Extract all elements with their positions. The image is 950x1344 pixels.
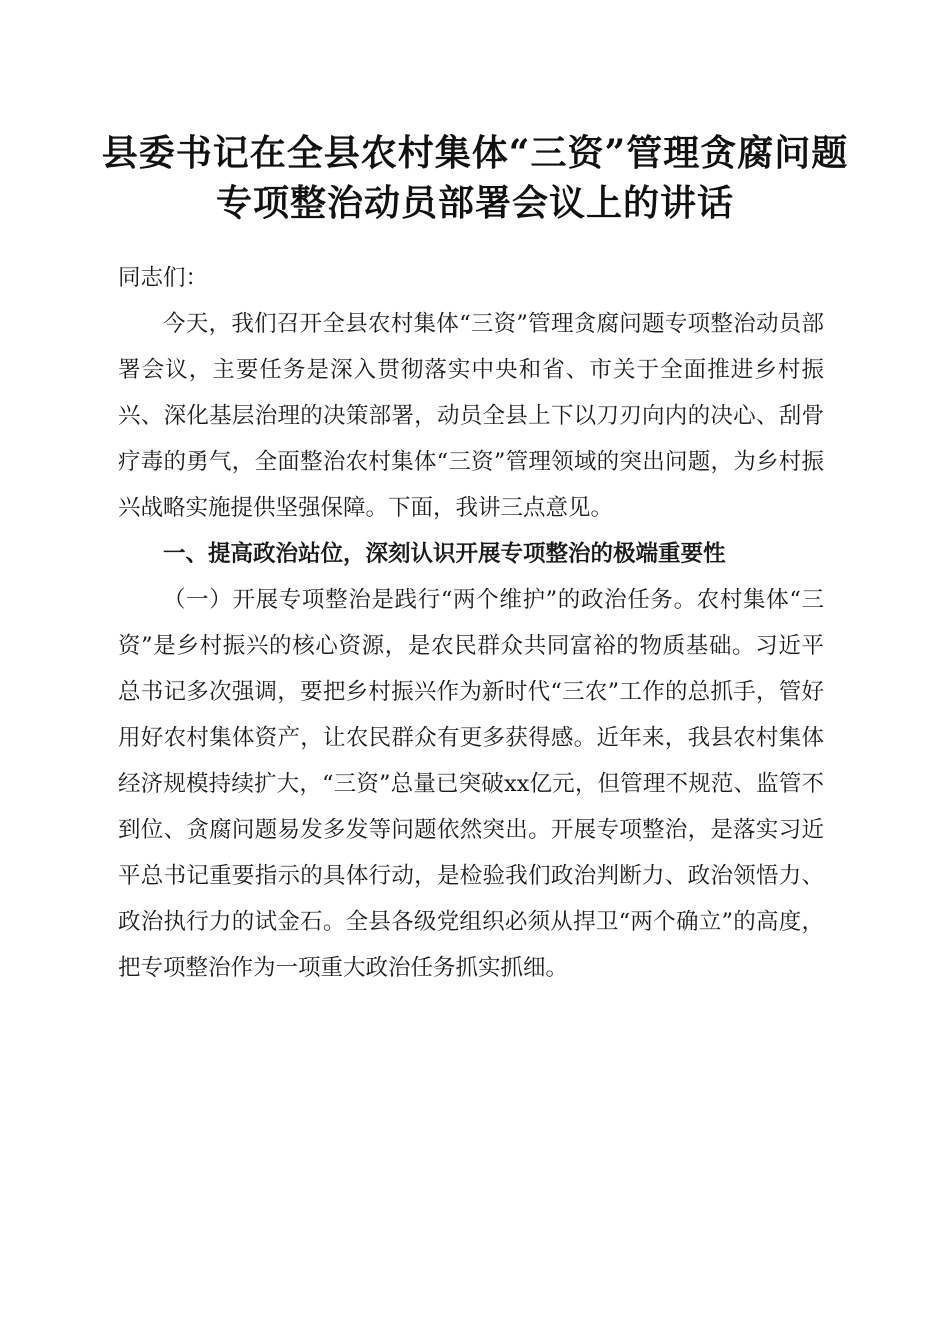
document-title: 县委书记在全县农村集体“三资”管理贪腐问题专项整治动员部署会议上的讲话 [101, 132, 849, 224]
intro-paragraph: 今天，我们召开全县农村集体“三资”管理贪腐问题专项整治动员部署会议，主要任务是深入贯彻落实中央和省、市关于全面推进乡村振兴、深化基层治理的决策部署，动员全县上下以刀刃向内的决心、刮骨疗毒的勇气，全面整治农村集体“三资”管理领域的突出问题，为乡村振兴战略实施提供坚强保障。下面，我讲三点意见。 [118, 311, 824, 521]
section-1-1-paragraph: （一）开展专项整治是践行“两个维护”的政治任务。农村集体“三资”是乡村振兴的核心资源，是农民群众共同富裕的物质基础。习近平总书记多次强调，要把乡村振兴作为新时代“三农”工作的总抓手，管好用好农村集体资产，让农民群众有更多获得感。近年来，我县农村集体经济规模持续扩大，“三资”总量已突破xx亿元，但管理不规范、监管不到位、贪腐问题易发多发等问题依然突出。开展专项整治，是落实习近平总书记重要指示的具体行动，是检验我们政治判断力、政治领悟力、政治执行力的试金石。全县各级党组织必须从捍卫“两个确立”的高度，把专项整治作为一项重大政治任务抓实抓细。 [118, 587, 824, 981]
section-heading-1: 一、提高政治站位，深刻认识开展专项整治的极端重要性 [163, 541, 726, 567]
salutation: 同志们： [118, 265, 209, 291]
document-body [118, 255, 824, 991]
